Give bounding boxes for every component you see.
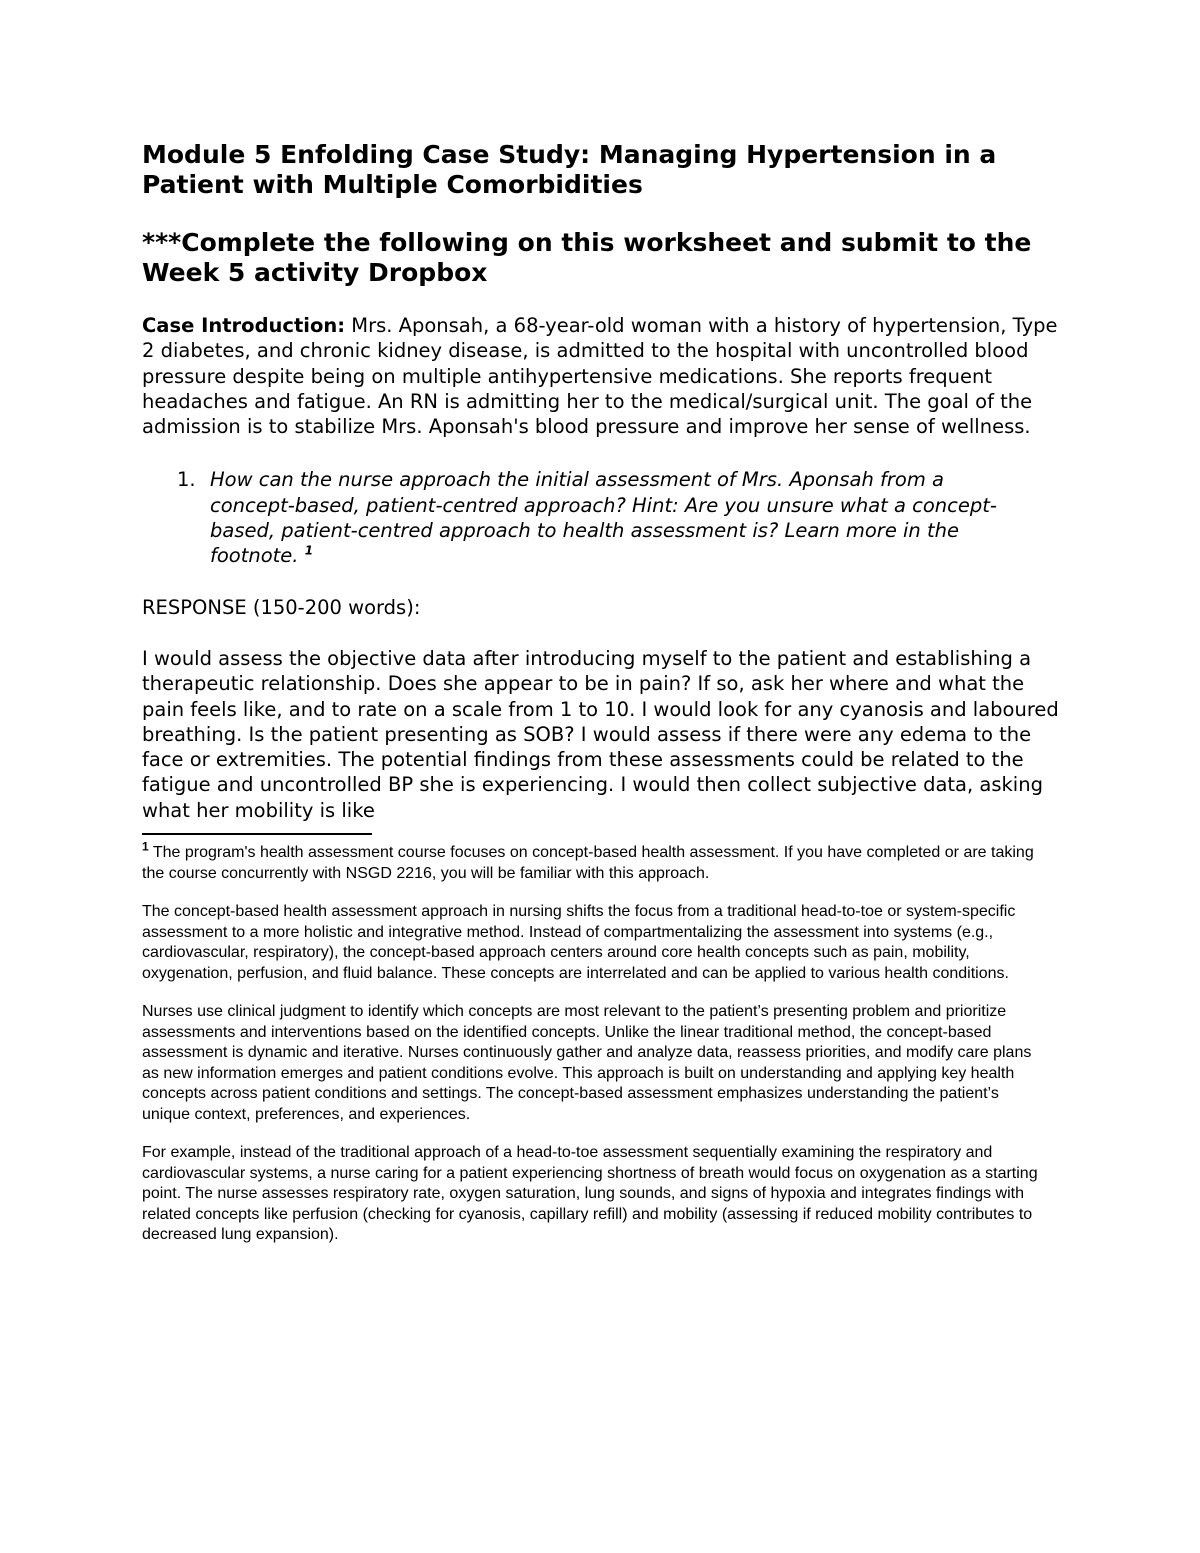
case-introduction-label: Case Introduction:: [142, 314, 346, 337]
instructions-heading: ***Complete the following on this worksheet and submit to the Week 5 activity Dropbox: [142, 228, 1032, 287]
footnote-section: [142, 839, 1062, 1246]
footnote-separator: [142, 833, 372, 835]
question-number: 1.: [177, 468, 196, 492]
question-text-wrapper: [210, 467, 1062, 568]
footnote-paragraph-example: For example, instead of the traditional approach of a head-to-toe assessment sequentially examining the respiratory and cardiovascular systems, a nurse caring for a patient experiencing shortness of breath would focus on oxygenation as a starting point. The nurse assesses respiratory rate, oxygen saturation, lung sounds, and signs of hypoxia and integrates findings with related concepts like perfusion (checking for cyanosis, capillary refill) and mobility (assessing if reduced mobility contributes to decreased lung expansion).: [142, 1144, 1038, 1244]
question-list: [142, 467, 1062, 568]
case-introduction: [142, 313, 1062, 439]
document-page: [142, 140, 1062, 1246]
footnote-reference[interactable]: 1: [304, 543, 314, 558]
case-introduction-text: Mrs. Aponsah, a 68-year-old woman with a history of hypertension, Type 2 diabetes, and chronic kidney disease, is admitted to the hospital with uncontrolled blood pressure despite being on multiple antihypertensive medications. She reports frequent headaches and fatigue. An RN is admitting her to the medical/surgical unit. The goal of the admission is to stabilize Mrs. Aponsah's blood pressure and improve her sense of wellness.: [142, 314, 1058, 439]
footnote-mark: 1: [142, 839, 149, 854]
footnote-1: [142, 839, 1042, 884]
question-item: [142, 467, 1062, 568]
question-text: How can the nurse approach the initial assessment of Mrs. Aponsah from a concept-based, patient-centred approach? Hint: Are you unsure what a concept-based, patient-centred approach to health assessment is? Learn more in the footnote.: [210, 468, 997, 568]
footnote-paragraph-clinical-judgment: Nurses use clinical judgment to identify which concepts are most relevant to the patient’s presenting problem and prioritize assessments and interventions based on the identified concepts. Unlike the linear traditional method, the concept-based assessment is dynamic and iterative. Nurses continuously gather and analyze data, reassess priorities, and modify care plans as new information emerges and patient conditions evolve. This approach is built on understanding and applying key health concepts across patient conditions and settings. The concept-based assessment emphasizes understanding the patient’s unique context, preferences, and experiences.: [142, 1003, 1032, 1123]
response-text[interactable]: I would assess the objective data after introducing myself to the patient and establishing a therapeutic relationship. Does she appear to be in pain? If so, ask her where and what the pain feels like, and to rate on a scale from 1 to 10. I would look for any cyanosis and laboured breathing. Is the patient presenting as SOB? I would assess if there were any edema to the face or extremities. The potential findings from these assessments could be related to the fatigue and uncontrolled BP she is experiencing. I would then collect subjective data, asking what her mobility is like: [142, 646, 1059, 822]
document-title: Module 5 Enfolding Case Study: Managing Hypertension in a Patient with Multiple Comorbidities: [142, 140, 997, 199]
footnote-1-text: The program's health assessment course focuses on concept-based health assessment. If you have completed or are taking the course concurrently with NSGD 2216, you will be familiar with this approach.: [142, 844, 1034, 882]
footnote-paragraph-overview: The concept-based health assessment approach in nursing shifts the focus from a traditional head-to-toe or system-specific assessment to a more holistic and integrative method. Instead of compartmentalizing the assessment into systems (e.g., cardiovascular, respiratory), the concept-based approach centers around core health concepts such as pain, mobility, oxygenation, perfusion, and fluid balance. These concepts are interrelated and can be applied to various health conditions.: [142, 903, 1016, 982]
response-label: RESPONSE (150-200 words):: [142, 595, 421, 619]
